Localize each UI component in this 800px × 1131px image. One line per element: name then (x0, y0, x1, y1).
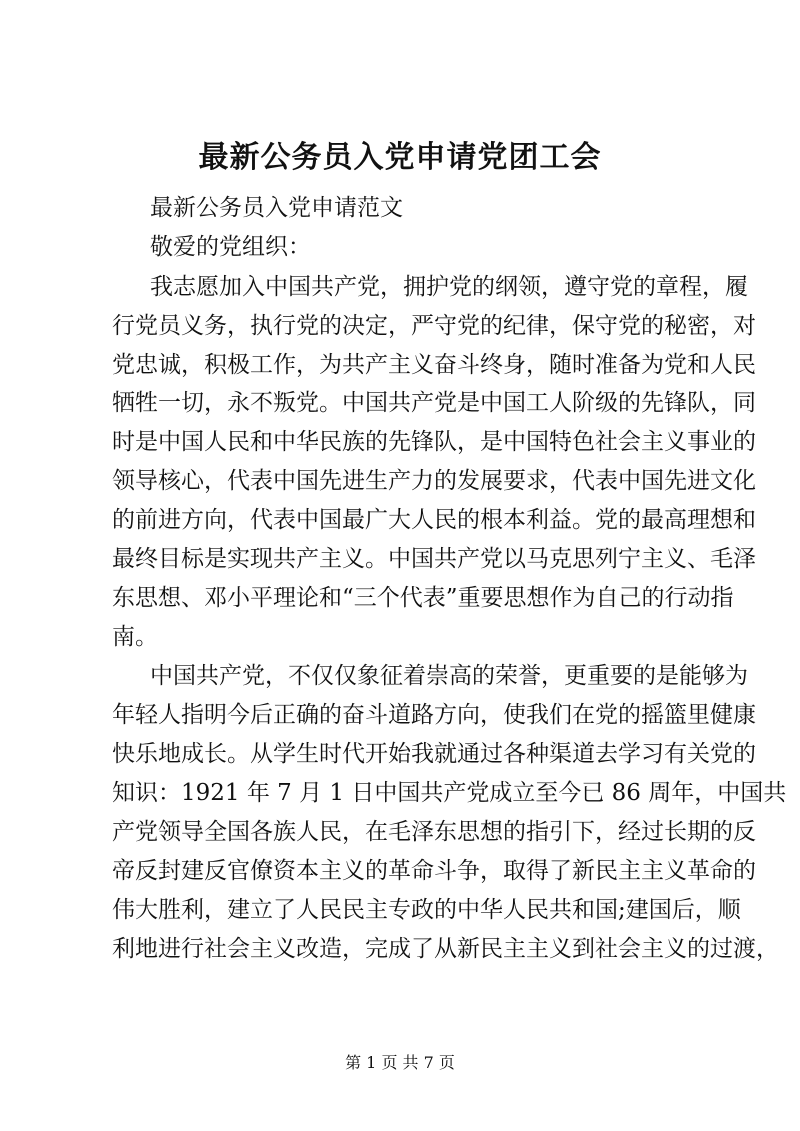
paragraph-1-line-10: 南。 (112, 624, 158, 650)
document-title: 最新公务员入党申请党团工会 (198, 140, 602, 175)
paragraph-1-line-1: 我志愿加入中国共产党，拥护党的纲领，遵守党的章程，履 (150, 274, 748, 300)
paragraph-1-line-9: 东思想、邓小平理论和“三个代表”重要思想作为自己的行动指 (112, 585, 734, 611)
paragraph-1-line-7: 的前进方向，代表中国最广大人民的根本利益。党的最高理想和 (112, 507, 756, 533)
paragraph-2-line-3: 快乐地成长。从学生时代开始我就通过各种渠道去学习有关党的 (112, 741, 756, 767)
paragraph-2-line-1: 中国共产党，不仅仅象征着崇高的荣誉，更重要的是能够为 (150, 663, 748, 689)
paragraph-2-line-5: 产党领导全国各族人民，在毛泽东思想的指引下，经过长期的反 (112, 819, 756, 845)
paragraph-1-line-3: 党忠诚，积极工作，为共产主义奋斗终身，随时准备为党和人民 (112, 352, 756, 378)
paragraph-2-line-4: 知识：1921 年 7 月 1 日中国共产党成立至今已 86 周年，中国共 (112, 780, 787, 806)
paragraph-2-line-8: 利地进行社会主义改造，完成了从新民主主义到社会主义的过渡， (112, 936, 779, 962)
paragraph-2-line-2: 年轻人指明今后正确的奋斗道路方向，使我们在党的摇篮里健康 (112, 702, 756, 728)
paragraph-1-line-8: 最终目标是实现共产主义。中国共产党以马克思列宁主义、毛泽 (112, 546, 756, 572)
paragraph-1-line-2: 行党员义务，执行党的决定，严守党的纪律，保守党的秘密，对 (112, 313, 756, 339)
paragraph-1-line-6: 领导核心，代表中国先进生产力的发展要求，代表中国先进文化 (112, 468, 756, 494)
paragraph-2-line-6: 帝反封建反官僚资本主义的革命斗争，取得了新民主主义革命的 (112, 858, 756, 884)
salutation: 敬爱的党组织： (150, 234, 311, 260)
paragraph-1-line-5: 时是中国人民和中华民族的先锋队，是中国特色社会主义事业的 (112, 429, 756, 455)
paragraph-1-line-4: 牺牲一切，永不叛党。中国共产党是中国工人阶级的先锋队，同 (112, 390, 756, 416)
paragraph-2-line-7: 伟大胜利，建立了人民民主专政的中华人民共和国;建国后，顺 (112, 897, 741, 923)
document-subtitle: 最新公务员入党申请范文 (150, 195, 403, 221)
page-footer: 第 1 页 共 7 页 (345, 1053, 455, 1072)
